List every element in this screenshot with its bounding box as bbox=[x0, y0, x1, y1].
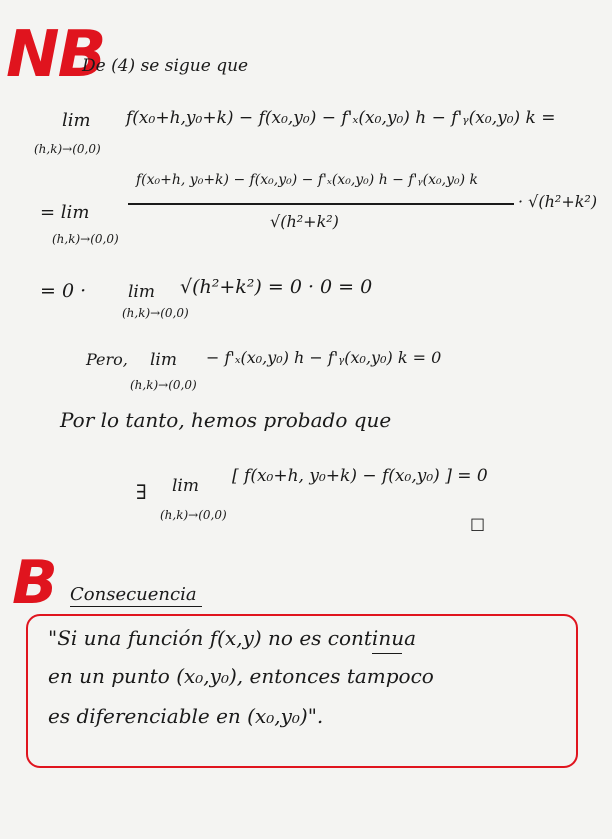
limit-subscript-2: (h,k)→(0,0) bbox=[52, 232, 119, 246]
zero-times: = 0 · bbox=[40, 280, 87, 302]
pero-label: Pero, bbox=[86, 350, 128, 369]
consecuencia-line-1: "Si una función f(x,y) no es continua bbox=[48, 626, 417, 650]
limit-subscript-1: (h,k)→(0,0) bbox=[34, 142, 101, 156]
result-expression-3: √(h²+k²) = 0 · 0 = 0 bbox=[180, 276, 373, 298]
fraction-numerator: f(x₀+h, y₀+k) − f(x₀,y₀) − f'ₓ(x₀,y₀) h − f'ᵧ(x₀,y₀) k bbox=[136, 172, 478, 188]
consecuencia-line-3: es diferenciable en (x₀,y₀)". bbox=[48, 704, 324, 728]
limit-subscript-5: (h,k)→(0,0) bbox=[160, 508, 227, 522]
qed-square: □ bbox=[470, 514, 486, 533]
limit-label-1: lim bbox=[62, 110, 91, 131]
fraction-bar bbox=[128, 203, 514, 205]
limit-label-5: lim bbox=[172, 476, 199, 496]
no-underline bbox=[372, 653, 402, 654]
consecuencia-line-2: en un punto (x₀,y₀), entonces tampoco bbox=[48, 664, 434, 688]
limit-subscript-4: (h,k)→(0,0) bbox=[130, 378, 197, 392]
sqrt-factor: · √(h²+k²) bbox=[518, 192, 598, 211]
limit-label-4: lim bbox=[150, 350, 177, 370]
difference-expression-1: f(x₀+h,y₀+k) − f(x₀,y₀) − f'ₓ(x₀,y₀) h − f'ᵧ(x₀,y₀) k = bbox=[126, 108, 556, 128]
consecuencia-title: Consecuencia bbox=[70, 584, 197, 605]
fraction-denominator: √(h²+k²) bbox=[270, 212, 339, 231]
continuity-expression: [ f(x₀+h, y₀+k) − f(x₀,y₀) ] = 0 bbox=[232, 466, 488, 486]
limit-subscript-3: (h,k)→(0,0) bbox=[122, 306, 189, 320]
limit-label-3: lim bbox=[128, 282, 155, 302]
consecuencia-underline bbox=[70, 606, 202, 607]
partials-expression: − f'ₓ(x₀,y₀) h − f'ᵧ(x₀,y₀) k = 0 bbox=[206, 348, 442, 367]
nb-label: NB bbox=[6, 18, 105, 92]
conclusion-text: Por lo tanto, hemos probado que bbox=[60, 408, 392, 432]
limit-label-2: = lim bbox=[40, 202, 90, 223]
intro-text: De (4) se sigue que bbox=[82, 56, 249, 76]
b-label: B bbox=[12, 548, 58, 618]
exists-symbol: ∃ bbox=[136, 480, 147, 504]
